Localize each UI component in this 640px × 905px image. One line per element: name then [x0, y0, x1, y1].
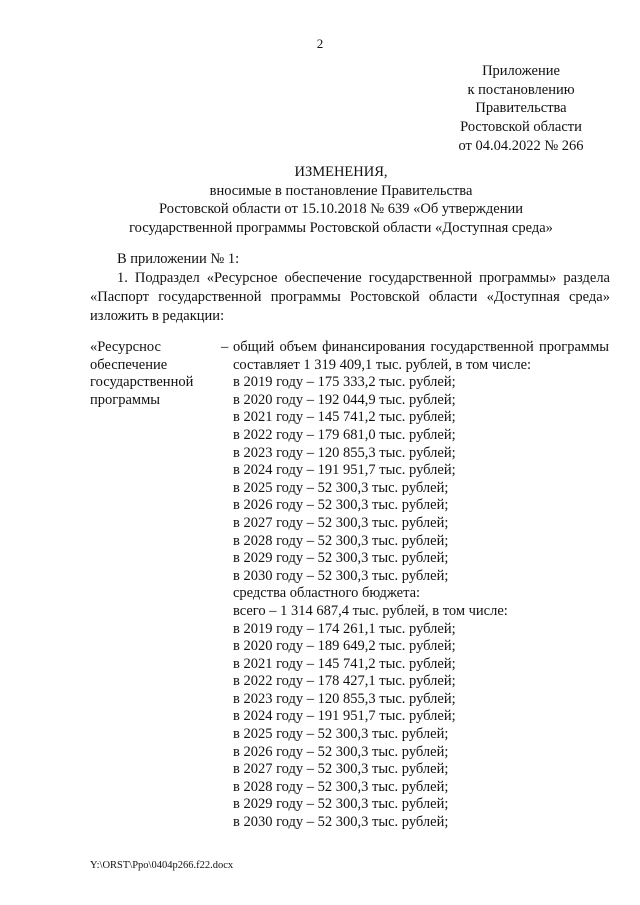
document-heading — [80, 163, 602, 238]
year-amount-line: в 2022 году – 178 427,1 тыс. рублей; — [233, 673, 456, 690]
year-amount-line: в 2019 году – 175 333,2 тыс. рублей; — [233, 374, 456, 391]
year-amount-line: в 2023 году – 120 855,3 тыс. рублей; — [233, 690, 456, 707]
total-years-list — [233, 374, 609, 585]
appendix-line: к постановлению — [467, 81, 575, 98]
appendix-line: Приложение — [482, 63, 560, 79]
total-financing-text: общий объем финансирования государственной программы составляет 1 319 409,1 тыс. рублей, в том числе: — [233, 339, 609, 373]
year-amount-line: в 2029 году – 52 300,3 тыс. рублей; — [233, 550, 449, 567]
regional-budget-heading: средства областного бюджета: — [233, 585, 421, 602]
year-amount-line: в 2020 году – 192 044,9 тыс. рублей; — [233, 391, 456, 408]
heading-line: государственной программы Ростовской области «Доступная среда» — [129, 220, 553, 237]
regional-years-list — [233, 621, 609, 832]
year-amount-line: в 2028 году – 52 300,3 тыс. рублей; — [233, 778, 449, 795]
year-amount-line: в 2020 году – 189 649,2 тыс. рублей; — [233, 638, 456, 655]
year-amount-line: в 2026 году – 52 300,3 тыс. рублей; — [233, 743, 449, 760]
regional-budget-total: всего – 1 314 687,4 тыс. рублей, в том числе: — [233, 602, 508, 619]
year-amount-line: в 2021 году – 145 741,2 тыс. рублей; — [233, 409, 456, 426]
resource-label-line: «Ресурснос — [90, 339, 161, 355]
year-amount-line: в 2028 году – 52 300,3 тыс. рублей; — [233, 532, 449, 549]
body-text — [90, 250, 610, 326]
resource-label-line: обеспечение — [90, 356, 168, 373]
year-amount-line: в 2030 году – 52 300,3 тыс. рублей; — [233, 567, 449, 584]
resource-dash: – — [221, 339, 229, 355]
heading-line: Ростовской области от 15.10.2018 № 639 «Об утверждении — [159, 201, 523, 218]
year-amount-line: в 2025 году – 52 300,3 тыс. рублей; — [233, 479, 449, 496]
resource-label — [90, 339, 220, 409]
appendix-block — [440, 62, 602, 156]
intro-paragraph: В приложении № 1: — [117, 251, 240, 267]
appendix-line: от 04.04.2022 № 266 — [458, 137, 584, 154]
resource-content — [233, 339, 609, 832]
year-amount-line: в 2027 году – 52 300,3 тыс. рублей; — [233, 761, 449, 778]
year-amount-line: в 2025 году – 52 300,3 тыс. рублей; — [233, 726, 449, 743]
page-number: 2 — [316, 36, 324, 51]
year-amount-line: в 2027 году – 52 300,3 тыс. рублей; — [233, 514, 449, 531]
resource-label-line: государственной — [90, 374, 194, 391]
heading-title: ИЗМЕНЕНИЯ, — [294, 164, 388, 180]
year-amount-line: в 2021 году – 145 741,2 тыс. рублей; — [233, 655, 456, 672]
item-1-paragraph: 1. Подраздел «Ресурсное обеспечение государственной программы» раздела «Паспорт государственной программы Ростовской области «Доступная среда» изложить в редакции: — [90, 270, 610, 324]
year-amount-line: в 2023 году – 120 855,3 тыс. рублей; — [233, 444, 456, 461]
year-amount-line: в 2024 году – 191 951,7 тыс. рублей; — [233, 708, 456, 725]
year-amount-line: в 2019 году – 174 261,1 тыс. рублей; — [233, 620, 456, 637]
year-amount-line: в 2030 году – 52 300,3 тыс. рублей; — [233, 814, 449, 831]
appendix-line: Правительства — [475, 100, 567, 117]
year-amount-line: в 2022 году – 179 681,0 тыс. рублей; — [233, 426, 456, 443]
year-amount-line: в 2026 году – 52 300,3 тыс. рублей; — [233, 497, 449, 514]
resource-label-line: программы — [90, 391, 160, 408]
year-amount-line: в 2024 году – 191 951,7 тыс. рублей; — [233, 462, 456, 479]
year-amount-line: в 2029 году – 52 300,3 тыс. рублей; — [233, 796, 449, 813]
appendix-line: Ростовской области — [460, 119, 582, 136]
file-path-footer: Y:\ORST\Ppo\0404p266.f22.docx — [90, 860, 234, 871]
heading-line: вносимые в постановление Правительства — [209, 182, 473, 199]
